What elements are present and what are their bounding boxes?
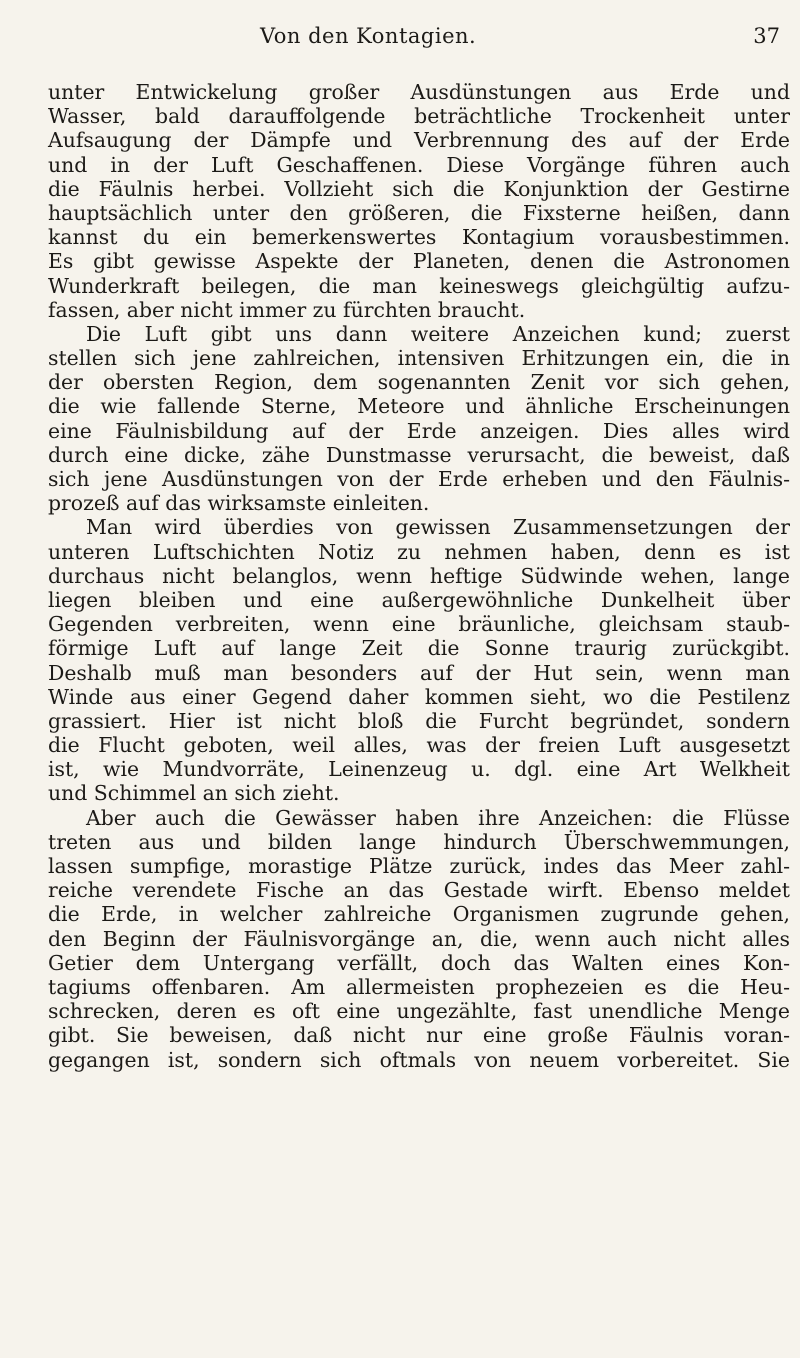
text-line: förmige Luft auf lange Zeit die Sonne traurig zurückgibt.	[48, 636, 790, 661]
text-line: Es gibt gewisse Aspekte der Planeten, denen die Astronomen	[48, 249, 790, 274]
text-line: Getier dem Untergang verfällt, doch das Walten eines Kon-	[48, 950, 790, 975]
text-line: die Erde, in welcher zahlreiche Organismen zugrunde gehen,	[48, 902, 790, 927]
text-line: reiche verendete Fische an das Gestade wirft. Ebenso meldet	[48, 878, 790, 903]
text-line: hauptsächlich unter den größeren, die Fixsterne heißen, dann	[48, 200, 790, 225]
text-line: schrecken, deren es oft eine ungezählte, fast unendliche Menge	[48, 999, 790, 1024]
text-line: unteren Luftschichten Notiz zu nehmen haben, denn es ist	[48, 539, 790, 564]
text-line: Die Luft gibt uns dann weitere Anzeichen kund; zuerst	[86, 321, 790, 346]
text-line: durchaus nicht belanglos, wenn heftige Südwinde wehen, lange	[48, 563, 790, 588]
text-line: Deshalb muß man besonders auf der Hut sein, wenn man	[48, 660, 790, 685]
text-line: Winde aus einer Gegend daher kommen sieht, wo die Pestilenz	[48, 684, 790, 709]
text-line: und Schimmel an sich zieht.	[48, 781, 340, 806]
text-line: sich jene Ausdünstungen von der Erde erheben und den Fäulnis-	[48, 467, 790, 491]
text-line: fassen, aber nicht immer zu fürchten braucht.	[48, 297, 526, 322]
running-title: Von den Kontagien.	[260, 24, 477, 48]
text-line: der obersten Region, dem sogenannten Zenit vor sich gehen,	[48, 370, 790, 395]
text-line: die Flucht geboten, weil alles, was der freien Luft ausgesetzt	[48, 733, 790, 758]
text-line: grassiert. Hier ist nicht bloß die Furcht begründet, sondern	[48, 708, 790, 733]
text-line: Wasser, bald darauffolgende beträchtliche Trockenheit unter	[48, 104, 790, 129]
page-header	[50, 24, 780, 54]
text-line: ist, wie Mundvorräte, Leinenzeug u. dgl. eine Art Welkheit	[48, 757, 790, 782]
text-line: prozeß auf das wirksamste einleiten.	[48, 491, 430, 516]
text-line: eine Fäulnisbildung auf der Erde anzeigen. Dies alles wird	[48, 418, 790, 443]
text-line: Aufsaugung der Dämpfe und Verbrennung des auf der Erde	[48, 128, 790, 153]
text-line: liegen bleiben und eine außergewöhnliche Dunkelheit über	[48, 587, 790, 612]
text-line: lassen sumpfige, morastige Plätze zurück, indes das Meer zahl-	[48, 854, 790, 878]
text-line: tagiums offenbaren. Am allermeisten prophezeien es die Heu-	[48, 974, 790, 999]
text-line: gibt. Sie beweisen, daß nicht nur eine große Fäulnis voran-	[48, 1023, 790, 1048]
text-line: die wie fallende Sterne, Meteore und ähnliche Erscheinungen	[48, 394, 790, 419]
text-line: gegangen ist, sondern sich oftmals von neuem vorbereitet. Sie	[48, 1047, 790, 1072]
text-line: Aber auch die Gewässer haben ihre Anzeichen: die Flüsse	[86, 805, 790, 830]
text-line: kannst du ein bemerkenswertes Kontagium vorausbestimmen.	[48, 225, 790, 250]
text-line: Wunderkraft beilegen, die man keineswegs gleichgültig aufzu-	[48, 273, 790, 298]
text-line: Gegenden verbreiten, wenn eine bräunliche, gleichsam staub-	[48, 612, 790, 637]
text-line: und in der Luft Geschaffenen. Diese Vorgänge führen auch	[48, 152, 790, 177]
body-text	[48, 80, 790, 1072]
text-line: durch eine dicke, zähe Dunstmasse verursacht, die beweist, daß	[48, 442, 790, 467]
text-line: unter Entwickelung großer Ausdünstungen aus Erde und	[48, 80, 790, 104]
text-line: stellen sich jene zahlreichen, intensiven Erhitzungen ein, die in	[48, 346, 790, 371]
text-line: treten aus und bilden lange hindurch Überschwemmungen,	[48, 829, 790, 854]
text-line: Man wird überdies von gewissen Zusammensetzungen der	[86, 515, 790, 540]
text-line: die Fäulnis herbei. Vollzieht sich die Konjunktion der Gestirne	[48, 176, 790, 201]
page-number: 37	[753, 24, 780, 48]
text-line: den Beginn der Fäulnisvorgänge an, die, wenn auch nicht alles	[48, 926, 790, 951]
